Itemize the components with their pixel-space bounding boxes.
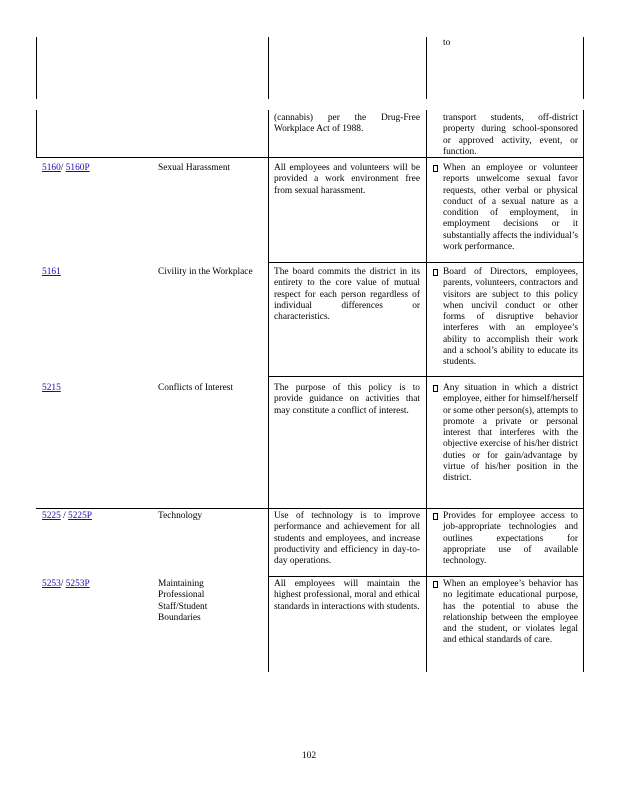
policy-code xyxy=(42,163,152,174)
table-border xyxy=(268,37,269,99)
code-separator: / xyxy=(60,579,66,589)
policy-link[interactable]: 5253P xyxy=(65,579,90,589)
table-border xyxy=(426,110,427,672)
policy-code xyxy=(42,383,152,394)
impact-cell: transport students, off-district property during school-sponsored or approved activity, event, or function. xyxy=(443,113,578,157)
policy-link[interactable]: 5160P xyxy=(65,163,90,173)
table-border xyxy=(36,110,37,157)
policy-title: Sexual Harassment xyxy=(158,163,231,173)
row-divider xyxy=(268,376,584,377)
policy-link[interactable]: 5225 xyxy=(42,511,61,521)
table-border xyxy=(583,110,584,672)
policy-title: Maintaining Professional Staff/Student Boundaries xyxy=(158,579,208,623)
impact-text: When an employee or volunteer reports unwelcome sexual favor requests, other verbal or physical conduct of a sexual nature as a condition of employment, in employment decisions or it substantially affects the individual’s work performance. xyxy=(443,163,578,253)
impact-text: Provides for employee access to job-appropriate technologies and outlines expectations for appropriate use of available technology. xyxy=(443,511,578,567)
purpose-cell: All employees will maintain the highest professional, moral and ethical standards in interactions with students. xyxy=(274,579,420,612)
policy-link[interactable]: 5225P xyxy=(68,511,93,521)
table-border xyxy=(426,37,427,99)
bullet-icon xyxy=(433,383,441,394)
purpose-cell: Use of technology is to improve performance and achievement for all students and employees, and increase productivity and efficiency in day-to-day operations. xyxy=(274,511,420,567)
impact-cell xyxy=(433,579,578,647)
impact-cell xyxy=(433,383,578,485)
policy-title: Conflicts of Interest xyxy=(158,383,233,393)
impact-cell xyxy=(433,511,578,567)
impact-text: When an employee’s behavior has no legitimate educational purpose, has the potential to abuse the relationship between the employee and the student, or violates legal and ethical standards of care. xyxy=(443,579,578,646)
policy-code xyxy=(42,267,152,278)
purpose-cell: (cannabis) per the Drug-Free Workplace Act of 1988. xyxy=(274,113,420,135)
impact-text: Board of Directors, employees, parents, volunteers, contractors and visitors are subject to this policy when uncivil conduct or other forms of disruptive behavior interferes with an employee’s ability to accomplish their work and a school’s ability to educate its students. xyxy=(443,267,578,368)
impact-cell xyxy=(433,163,578,253)
bullet-icon xyxy=(433,267,441,278)
policy-link[interactable]: 5160 xyxy=(42,163,61,173)
policy-code xyxy=(42,511,152,522)
impact-text: Any situation in which a district employee, either for himself/herself or some other person(s), attempts to promote a private or personal interest that interferes with the objective exercise of his/her district duties or for gain/advantage by virtue of his/her position in the district. xyxy=(443,383,578,484)
policy-link[interactable]: 5161 xyxy=(42,267,61,277)
code-separator: / xyxy=(60,163,66,173)
policy-code xyxy=(42,579,152,590)
row-divider xyxy=(268,262,584,263)
purpose-cell: The purpose of this policy is to provide guidance on activities that may constitute a conflict of interest. xyxy=(274,383,420,416)
purpose-cell: The board commits the district in its entirety to the core value of mutual respect for each person regardless of individual differences or characteristics. xyxy=(274,267,420,323)
table-border xyxy=(268,110,269,672)
bullet-icon xyxy=(433,579,441,590)
policy-link[interactable]: 5215 xyxy=(42,383,61,393)
row-divider xyxy=(36,508,584,509)
row-divider xyxy=(268,576,584,577)
policy-title: Technology xyxy=(158,511,203,521)
table-border xyxy=(583,37,584,99)
bullet-icon xyxy=(433,163,441,174)
purpose-cell: All employees and volunteers will be provided a work environment free from sexual harassment. xyxy=(274,163,420,196)
table-border xyxy=(36,37,37,99)
policy-title: Civility in the Workplace xyxy=(158,267,253,277)
page-number: 102 xyxy=(301,751,317,761)
code-separator: / xyxy=(60,511,69,521)
bullet-icon xyxy=(433,511,441,522)
impact-cell: to xyxy=(443,38,451,48)
impact-cell xyxy=(433,267,578,369)
policy-link[interactable]: 5253 xyxy=(42,579,61,589)
